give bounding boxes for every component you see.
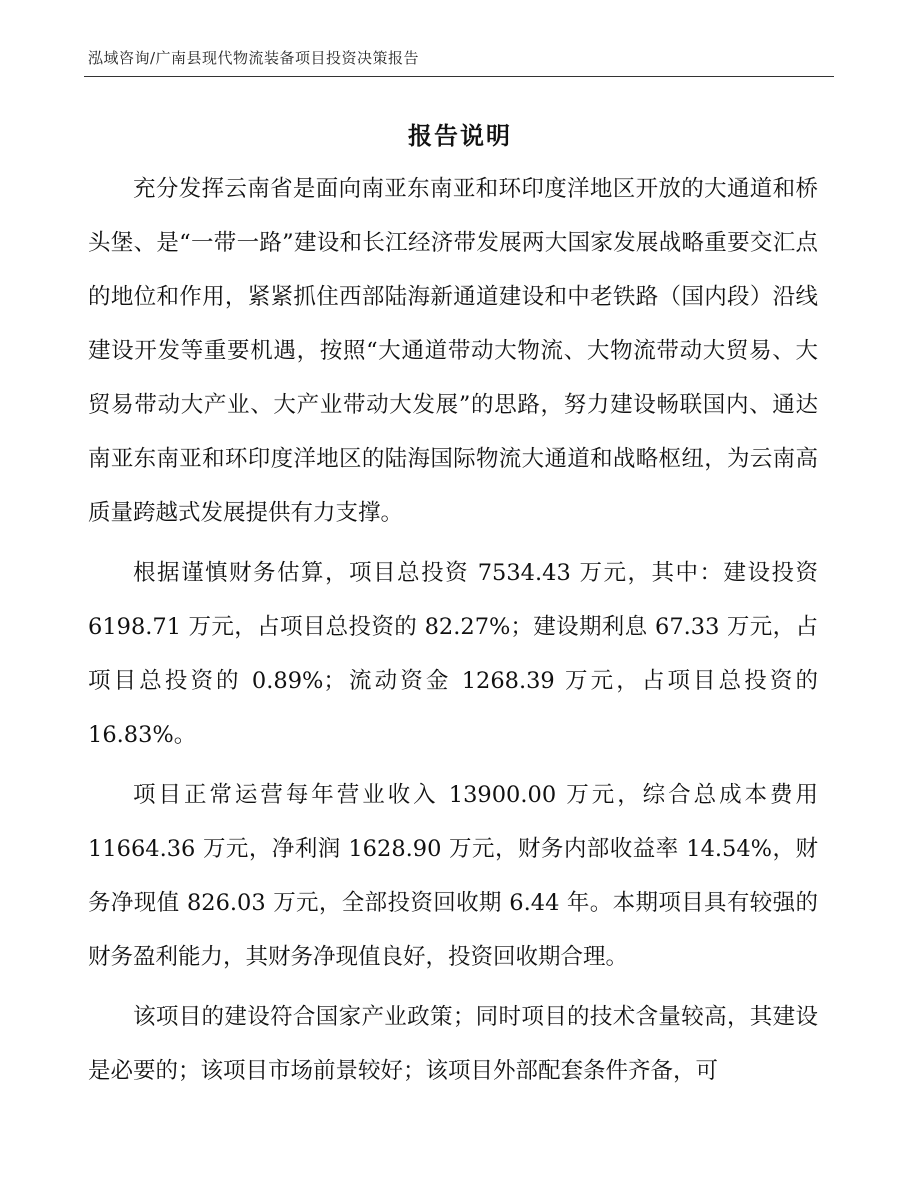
paragraph-3: 项目正常运营每年营业收入 13900.00 万元，综合总成本费用 11664.36 万元，净利润 1628.90 万元，财务内部收益率 14.54%，财务净现值 826.03 万元，全部投资回收期 6.44 年。本期项目具有较强的财务盈利能力，其财务净现值良好，投资回收期合理。 xyxy=(88,782,818,970)
paragraph-2: 根据谨慎财务估算，项目总投资 7534.43 万元，其中：建设投资 6198.71 万元，占项目总投资的 82.27%；建设期利息 67.33 万元，占项目总投资的 0.89%；流动资金 1268.39 万元，占项目总投资的 16.83%。 xyxy=(88,560,818,748)
running-header: 泓域咨询/广南县现代物流装备项目投资决策报告 xyxy=(88,49,420,67)
document-body xyxy=(88,162,818,1104)
section-title: 报告说明 xyxy=(408,121,512,150)
paragraph-4: 该项目的建设符合国家产业政策；同时项目的技术含量较高，其建设是必要的；该项目市场前景较好；该项目外部配套条件齐备，可 xyxy=(88,1004,818,1084)
paragraph-1: 充分发挥云南省是面向南亚东南亚和环印度洋地区开放的大通道和桥头堡、是“一带一路”建设和长江经济带发展两大国家发展战略重要交汇点的地位和作用，紧紧抓住西部陆海新通道建设和中老铁路（国内段）沿线建设开发等重要机遇，按照“大通道带动大物流、大物流带动大贸易、大贸易带动大产业、大产业带动大发展”的思路，努力建设畅联国内、通达南亚东南亚和环印度洋地区的陆海国际物流大通道和战略枢纽，为云南高质量跨越式发展提供有力支撑。 xyxy=(88,176,818,526)
header-divider xyxy=(84,76,834,77)
